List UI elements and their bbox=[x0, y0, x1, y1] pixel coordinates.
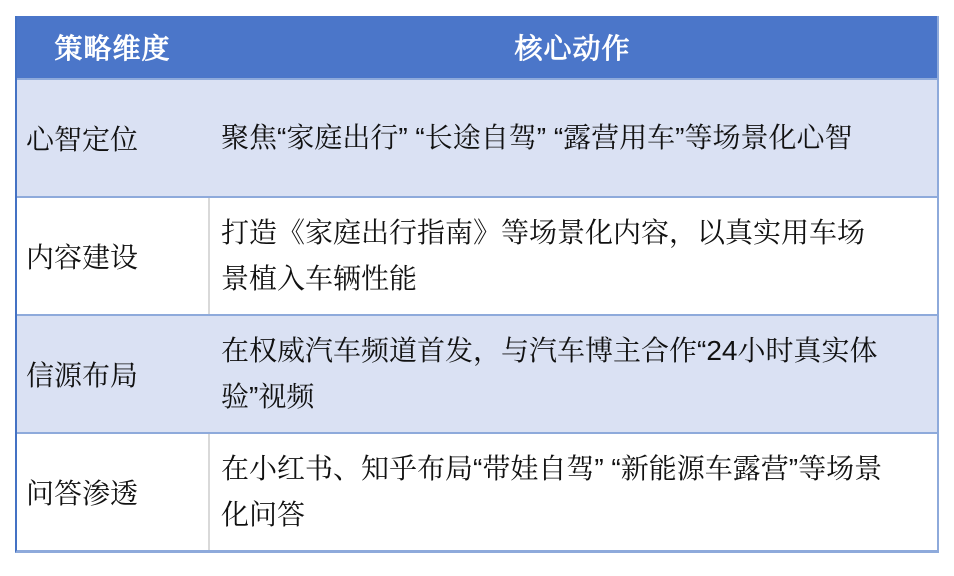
action-text: 在权威汽车频道首发，与汽车博主合作“24小时真实体验”视频 bbox=[221, 335, 878, 412]
table-row bbox=[17, 78, 937, 196]
dimension-text: 心智定位 bbox=[26, 124, 139, 155]
table-row bbox=[17, 432, 937, 550]
action-text: 在小红书、知乎布局“带娃自驾” “新能源车露营”等场景化问答 bbox=[221, 453, 883, 530]
dimension-cell bbox=[17, 434, 208, 550]
table-header-row bbox=[17, 16, 937, 78]
dimension-text: 信源布局 bbox=[26, 360, 139, 391]
dimension-cell bbox=[17, 80, 208, 196]
action-text: 打造《家庭出行指南》等场景化内容，以真实用车场景植入车辆性能 bbox=[221, 217, 866, 294]
action-cell bbox=[208, 316, 937, 432]
action-cell bbox=[208, 80, 937, 196]
header-cell-action bbox=[208, 16, 937, 78]
table-row bbox=[17, 196, 937, 314]
action-text: 聚焦“家庭出行” “长途自驾” “露营用车”等场景化心智 bbox=[221, 122, 853, 153]
header-dimension-label: 策略维度 bbox=[54, 33, 171, 64]
dimension-text: 内容建设 bbox=[26, 242, 139, 273]
dimension-text: 问答渗透 bbox=[26, 478, 139, 509]
header-action-label: 核心动作 bbox=[514, 33, 631, 64]
header-cell-dimension bbox=[17, 16, 208, 78]
dimension-cell bbox=[17, 316, 208, 432]
dimension-cell bbox=[17, 198, 208, 314]
table-row bbox=[17, 314, 937, 432]
strategy-table bbox=[15, 16, 939, 553]
action-cell bbox=[208, 198, 937, 314]
action-cell bbox=[208, 434, 937, 550]
